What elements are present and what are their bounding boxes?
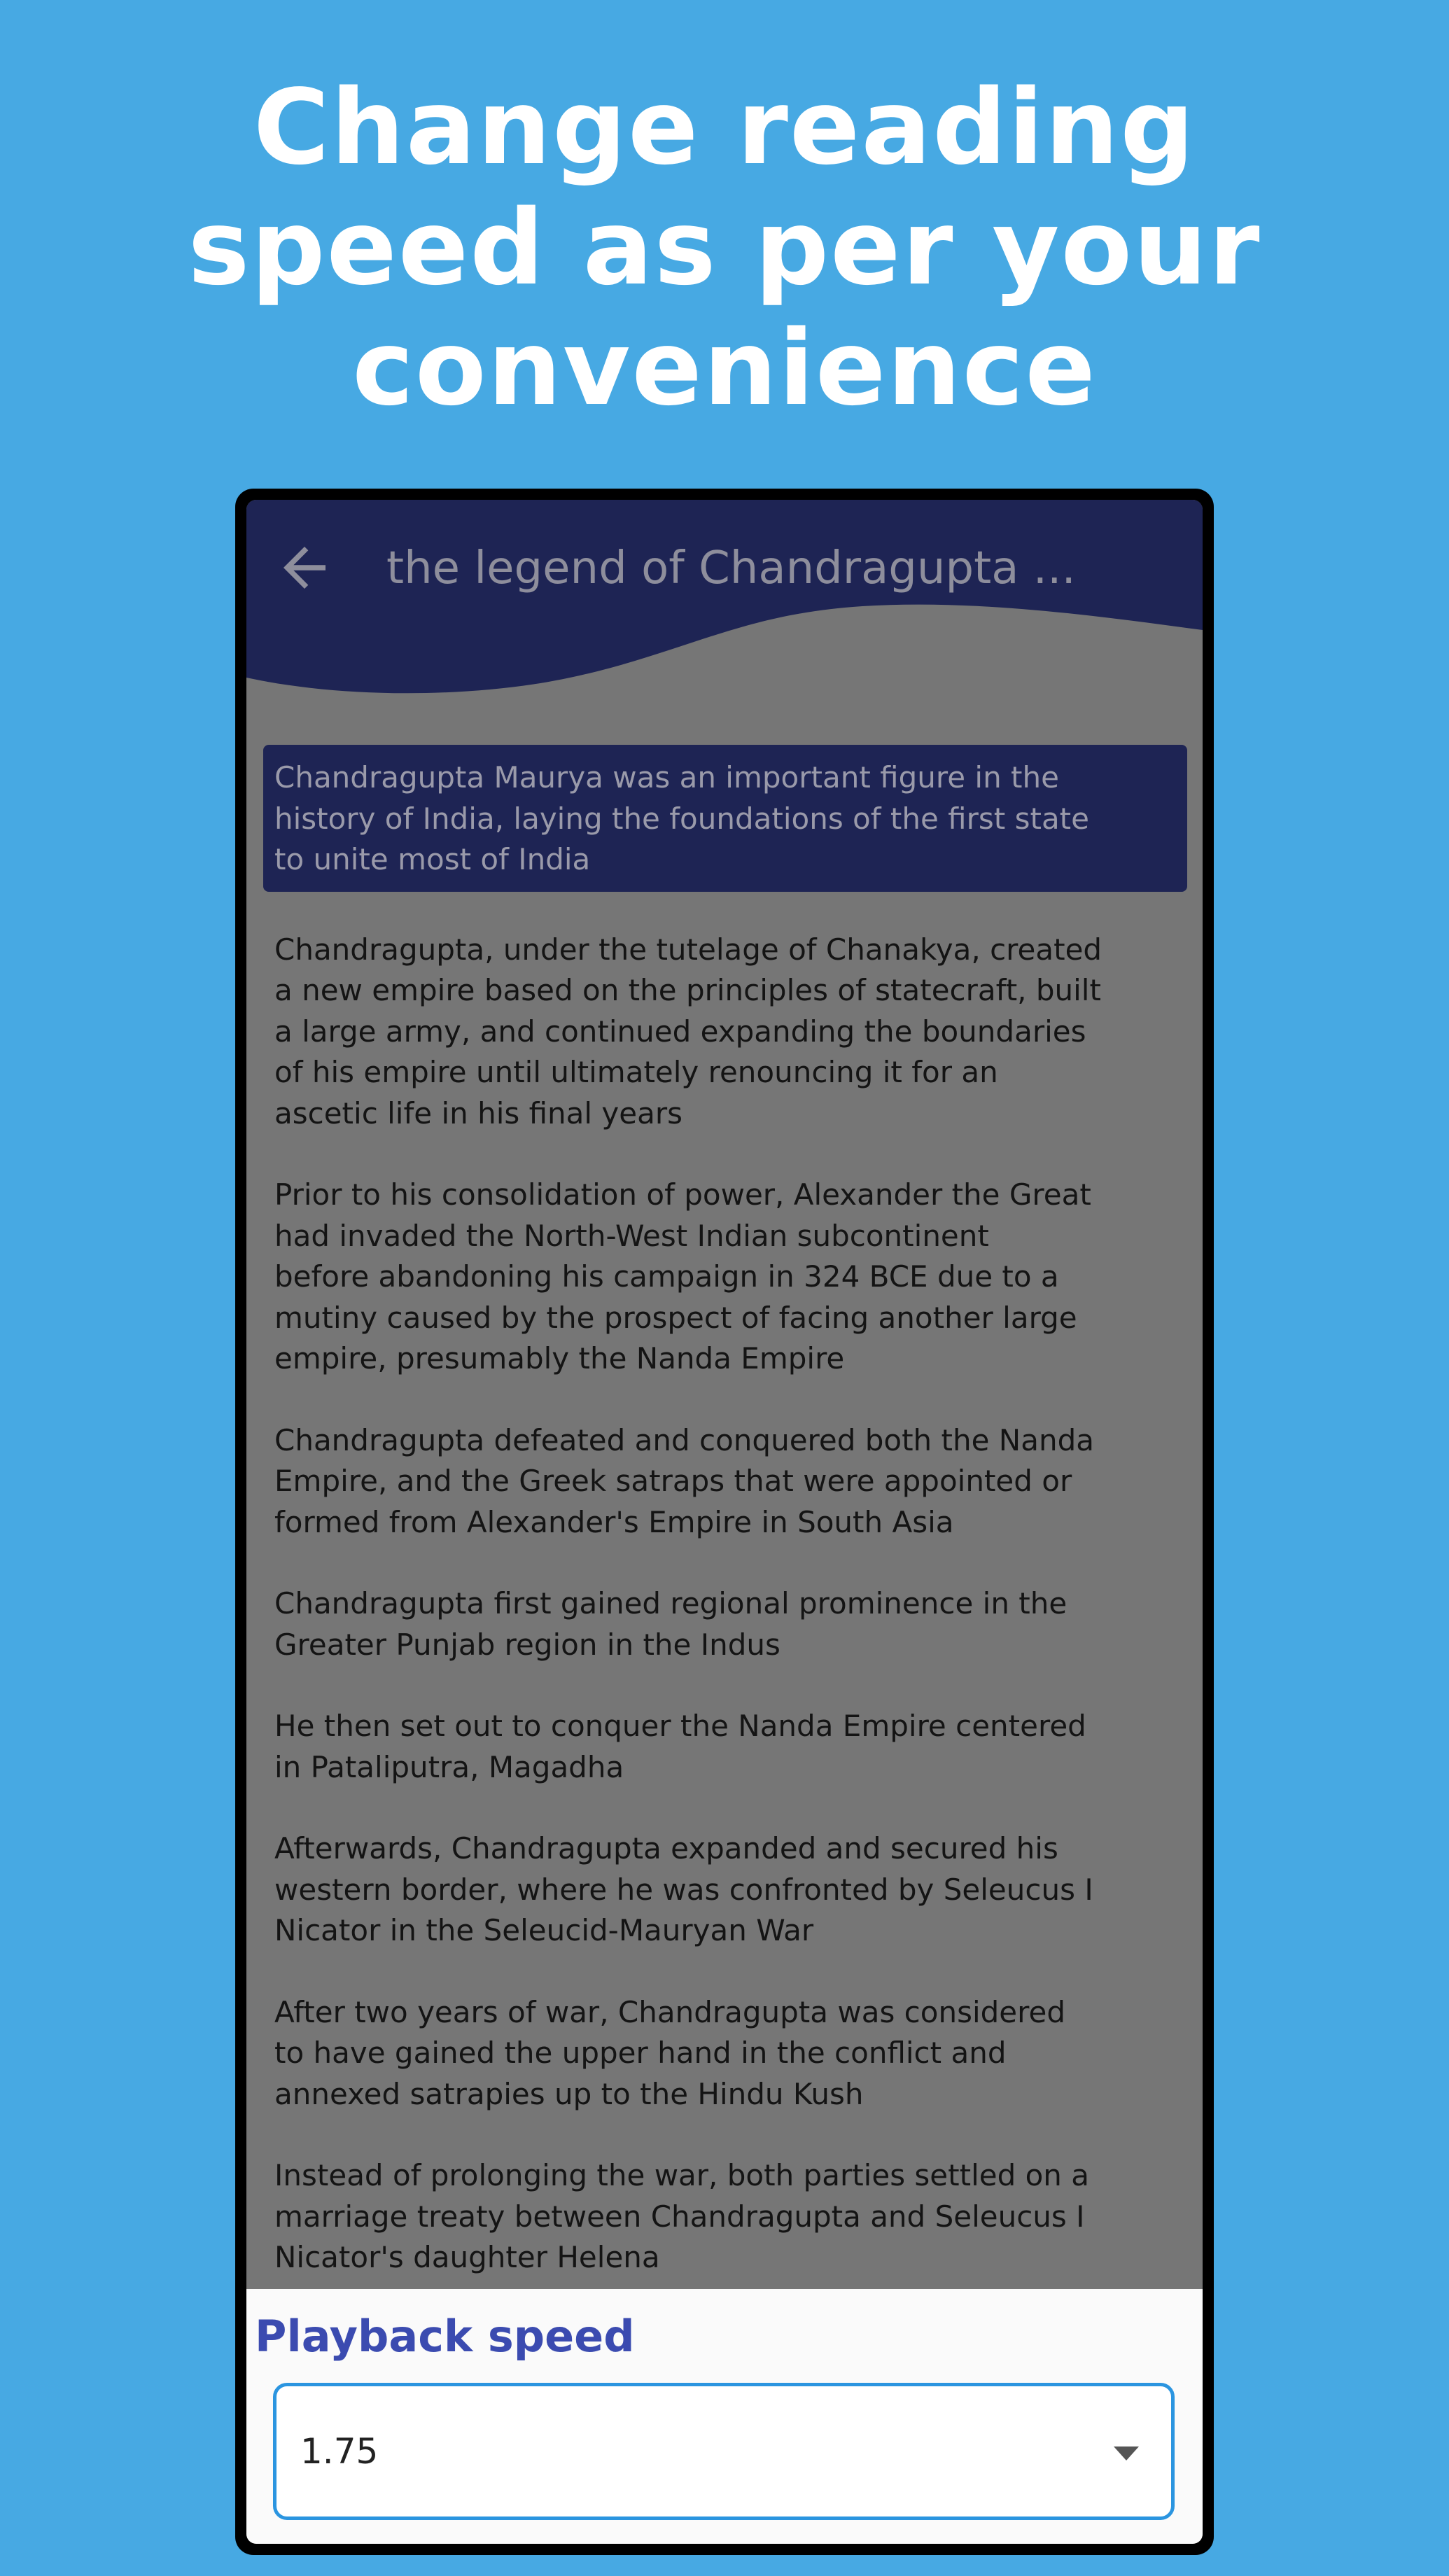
story-paragraph[interactable]: Chandragupta defeated and conquered both the Nanda Empire, and the Greek satraps that were appointed or formed from Alexander's Empire in South Asia [274, 1422, 1094, 1539]
promo-headline-line: speed as per your [188, 188, 1261, 308]
app-screen [246, 500, 1203, 2544]
arrow-left-icon[interactable] [273, 536, 336, 599]
promo-headline-line: convenience [352, 308, 1097, 428]
page-title: the legend of Chandragupta ... [386, 542, 1076, 594]
story-paragraph[interactable]: After two years of war, Chandragupta was considered to have gained the upper hand in the conflict and annexed satrapies up to the Hindu Kush [274, 1994, 1065, 2111]
story-paragraph[interactable]: Chandragupta, under the tutelage of Chanakya, created a new empire based on the principles of statecraft, built a large army, and continued expanding the boundaries of his empire until ultimately renouncing it for an ascetic life in his final years [274, 932, 1102, 1130]
story-paragraph[interactable]: Afterwards, Chandragupta expanded and secured his western border, where he was confronted by Seleucus I Nicator in the Seleucid-Mauryan War [274, 1831, 1093, 1947]
selected-speed-value: 1.75 [300, 2431, 379, 2472]
promo-headline [0, 67, 1449, 428]
appbar-wave-background [246, 500, 1203, 710]
story-paragraph[interactable]: Instead of prolonging the war, both parties settled on a marriage treaty between Chandragupta and Seleucus I Nicator's daughter Helena [274, 2158, 1090, 2274]
story-paragraph[interactable]: Prior to his consolidation of power, Alexander the Great had invaded the North-West Indian subcontinent before abandoning his campaign in 324 BCE due to a mutiny caused by the prospect of facing another large empire, presumably the Nanda Empire [274, 1177, 1091, 1376]
playback-speed-label: Playback speed [255, 2311, 635, 2362]
playback-speed-select[interactable] [273, 2383, 1175, 2520]
promo-headline-line: Change reading [253, 67, 1196, 188]
story-paragraph[interactable]: Chandragupta first gained regional prominence in the Greater Punjab region in the Indus [274, 1586, 1068, 1662]
story-paragraph-current[interactable]: Chandragupta Maurya was an important figure in the history of India, laying the foundations of the first state to unite most of India [263, 745, 1187, 892]
phone-frame [235, 489, 1214, 2555]
story-paragraph[interactable]: He then set out to conquer the Nanda Empire centered in Pataliputra, Magadha [274, 1709, 1086, 1784]
story-content [263, 745, 1187, 2319]
playback-speed-sheet [246, 2289, 1203, 2544]
caret-down-icon[interactable] [1112, 2445, 1140, 2462]
